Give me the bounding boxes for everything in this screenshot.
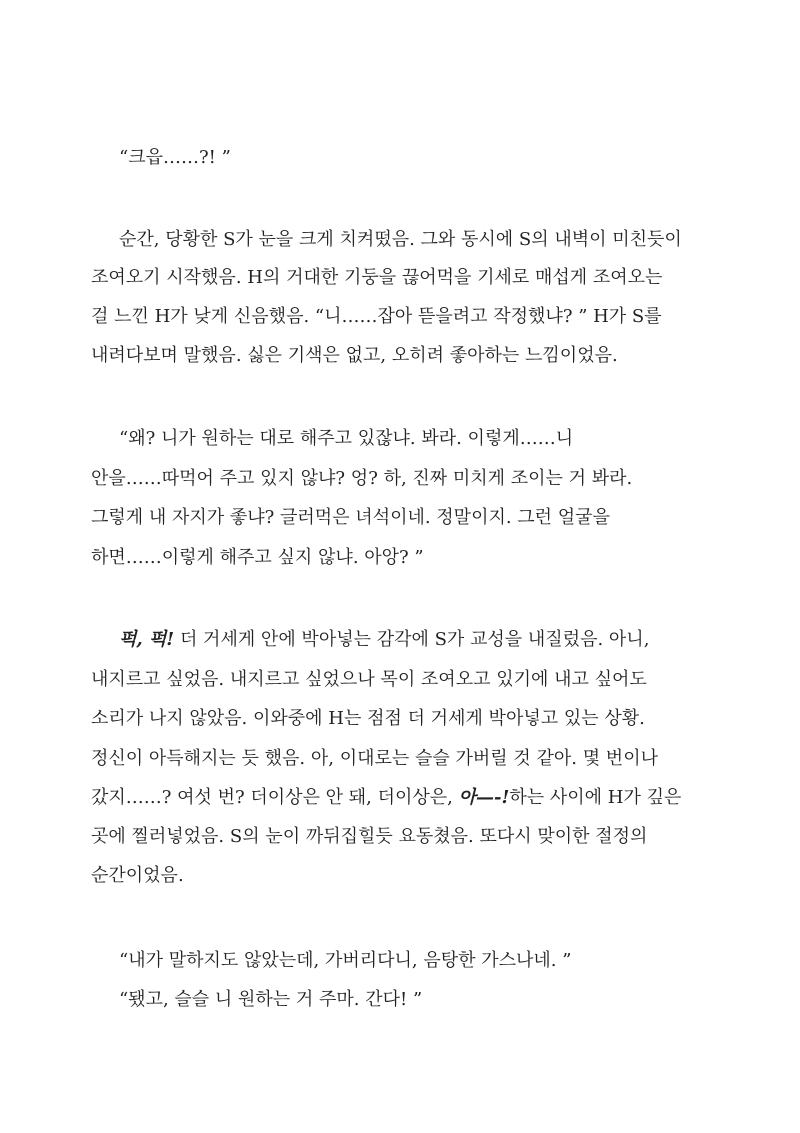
narration-line: 순간이었음.	[91, 865, 184, 886]
dialogue-line: 안을……따먹어 주고 있지 않냐? 엉? 하, 진짜 미치게 조이는 거 봐라.	[91, 468, 633, 489]
narration-line	[119, 626, 649, 654]
narration-text: 하는 사이에 H가 깊은	[509, 787, 682, 808]
narration-line: 소리가 나지 않았음. 이와중에 H는 점점 더 거세게 박아넣고 있는 상황.	[91, 708, 645, 729]
exclamation-text: 아—-!	[458, 787, 510, 808]
dialogue-line: “크읍……?! ”	[119, 147, 231, 168]
narration-line: 곳에 찔러넣었음. S의 눈이 까뒤집힐듯 요동쳤음. 또다시 맞이한 절정의	[91, 826, 648, 847]
dialogue-line: 하면……이렇게 해주고 싶지 않냐. 아앙? ”	[91, 547, 424, 568]
narration-line: 내지르고 싶었음. 내지르고 싶었으나 목이 조여오고 있기에 내고 싶어도	[91, 669, 647, 690]
narration-line: 걸 느낀 H가 낮게 신음했음. “니……잡아 뜯을려고 작정했냐? ” H가 S를	[91, 306, 662, 327]
dialogue-line: “내가 말하지도 않았는데, 가버리다니, 음탕한 가스나네. ”	[119, 950, 572, 971]
narration-text: 갔지……? 여섯 번? 더이상은 안 돼, 더이상은,	[91, 787, 459, 808]
narration-line: 조여오기 시작했음. H의 거대한 기둥을 끊어먹을 기세로 매섭게 조여오는	[91, 267, 663, 288]
dialogue-line: 그렇게 내 자지가 좋냐? 글러먹은 녀석이네. 정말이지. 그런 얼굴을	[91, 507, 610, 528]
narration-line	[91, 784, 681, 812]
dialogue-line: “됐고, 슬슬 니 원하는 거 주마. 간다! ”	[119, 989, 423, 1010]
sound-effect-text: 퍽, 퍽!	[119, 629, 175, 650]
narration-line: 순간, 당황한 S가 눈을 크게 치켜떴음. 그와 동시에 S의 내벽이 미친듯이	[119, 229, 682, 250]
narration-line: 정신이 아득해지는 듯 했음. 아, 이대로는 슬슬 가버릴 것 같아. 몇 번이나	[91, 748, 658, 769]
dialogue-line: “왜? 니가 원하는 대로 해주고 있잖냐. 봐라. 이렇게……니	[119, 428, 574, 449]
narration-line: 내려다보며 말했음. 싫은 기색은 없고, 오히려 좋아하는 느낌이었음.	[91, 345, 618, 366]
narration-text: 더 거세게 안에 박아넣는 감각에 S가 교성을 내질렀음. 아니,	[174, 629, 650, 650]
